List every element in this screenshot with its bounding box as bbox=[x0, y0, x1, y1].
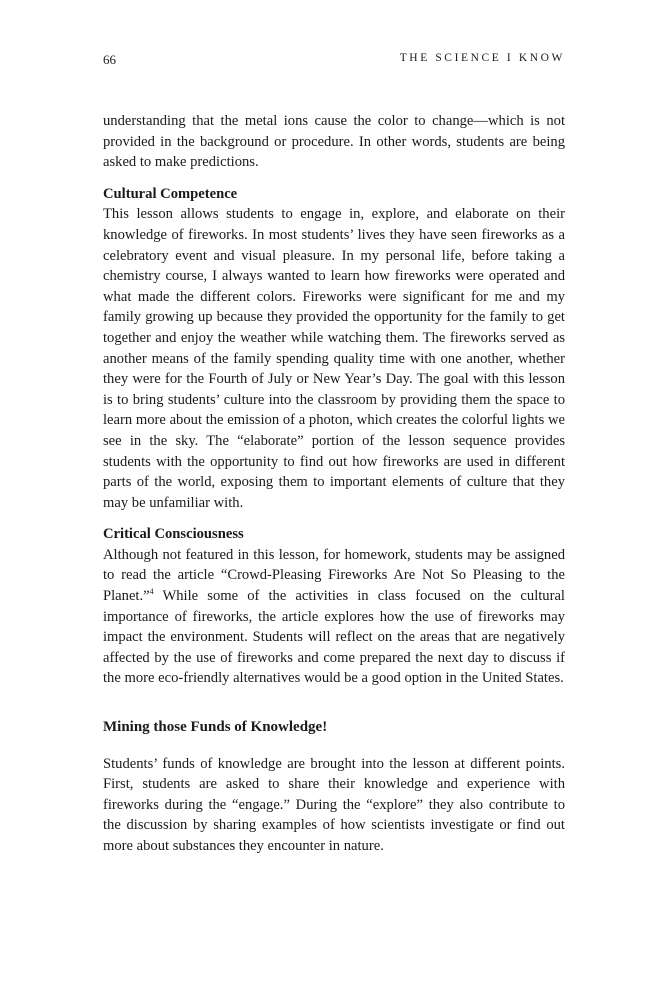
body-text bbox=[103, 111, 565, 857]
funds-of-knowledge-paragraph: Students’ funds of knowledge are brought into the lesson at different points. First, students are asked to share their knowledge and experience with fireworks during the “engage.” During the “explore” they also contribute to the discussion by sharing examples of how scientists investigate or find out more about substances they encounter in nature. bbox=[103, 755, 565, 854]
critical-consciousness-text-after-note: While some of the activities in class focused on the cultural importance of fireworks, the article explores how the use of fireworks may impact the environment. Students will reflect on the areas that are negatively affected by the use of fireworks and come prepared the next day to discuss if the more eco-friendly alternatives would be a good option in the United States. bbox=[103, 588, 565, 687]
page-number: 66 bbox=[103, 52, 116, 67]
cultural-competence-heading: Cultural Competence bbox=[103, 185, 238, 202]
funds-of-knowledge-heading: Mining those Funds of Knowledge! bbox=[103, 719, 328, 736]
critical-consciousness-text-before-note: Although not featured in this lesson, for homework, students may be assigned to read the article “Crowd-Pleasing Fireworks Are Not So Pleasing to the Planet.” bbox=[103, 546, 565, 605]
intro-paragraph: understanding that the metal ions cause the color to change—which is not provided in the background or procedure. In other words, students are being asked to make predictions. bbox=[103, 113, 565, 171]
running-head bbox=[103, 52, 565, 70]
cultural-competence-paragraph: This lesson allows students to engage in, explore, and elaborate on their knowledge of fireworks. In most students’ lives they have seen fireworks as a celebratory event and visual pleasure. In my personal life, before taking a chemistry course, I always wanted to learn how fireworks were operated and what made the different colors. Fireworks were significant for me and my family growing up because they provided the opportunity for the family to get together and enjoy the weather while watching them. The fireworks served as another means of the family spending quality time with one another, whether they were for the Fourth of July or New Year’s Day. The goal with this lesson is to bring students’ culture into the classroom by providing them the space to learn more about the emission of a photon, which creates the colorful lights we see in the sky. The “elaborate” portion of the lesson sequence provides students with the opportunity to find out how fireworks are used in different parts of the world, exposing them to important elements of culture that they may be unfamiliar with. bbox=[103, 206, 565, 511]
running-title: THE SCIENCE I KNOW bbox=[399, 52, 565, 64]
critical-consciousness-heading: Critical Consciousness bbox=[103, 526, 244, 543]
footnote-marker: 4 bbox=[149, 587, 154, 597]
critical-consciousness-paragraph bbox=[103, 545, 565, 689]
